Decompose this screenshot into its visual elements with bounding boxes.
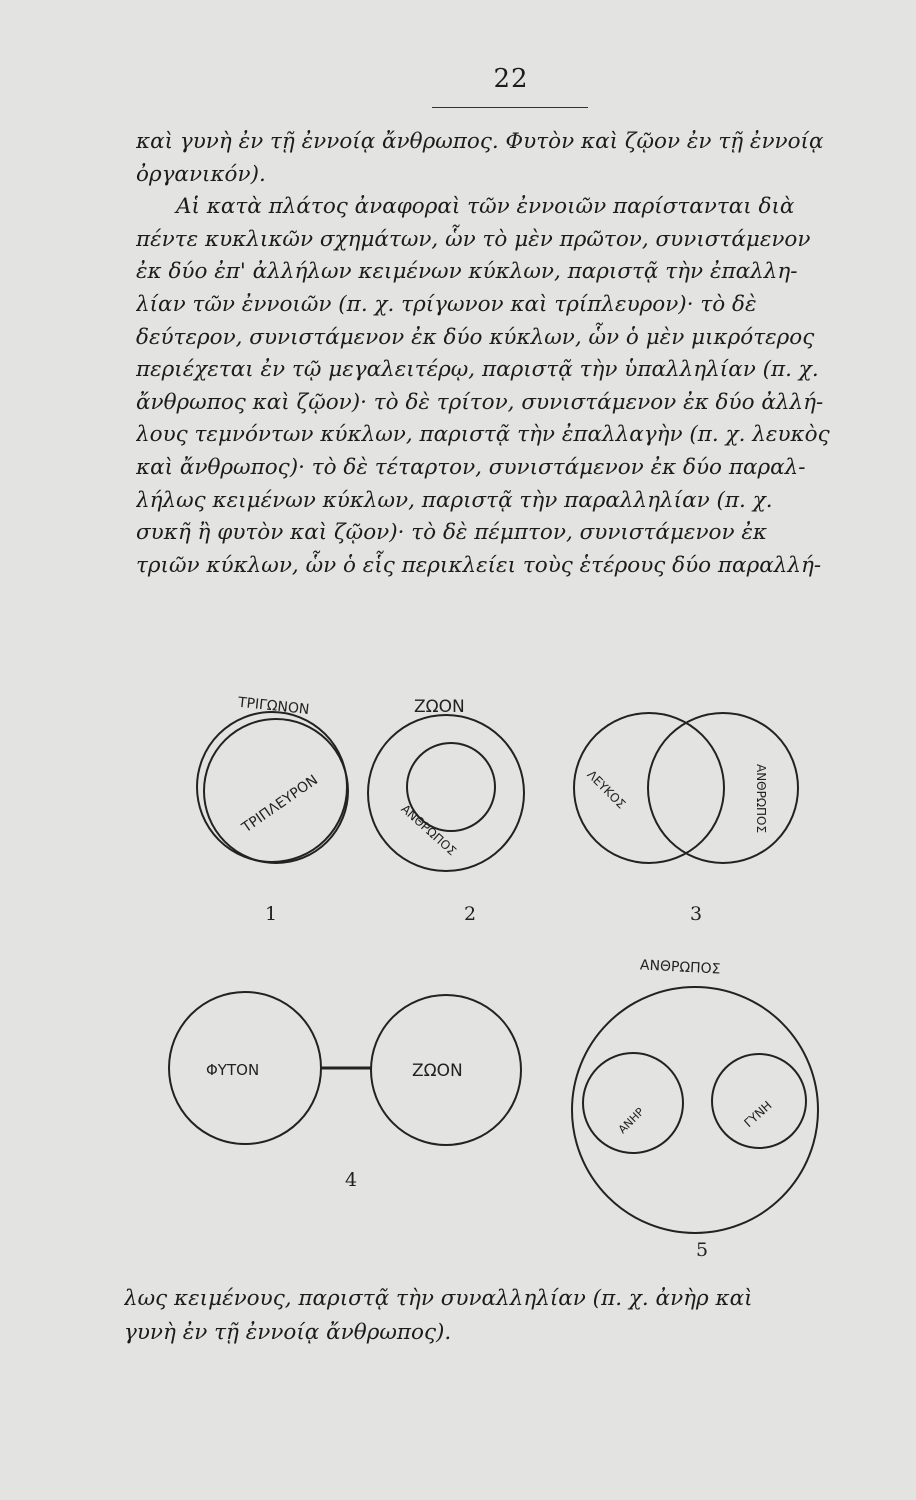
text-line: ἐκ δύο ἐπ' ἀλλήλων κειμένων κύκλων, παριστᾷ τὴν ἐπαλλη-	[136, 259, 798, 285]
text-line: περιέχεται ἐν τῷ μεγαλειτέρῳ, παριστᾷ τὴν ὑπαλληλίαν (π. χ.	[136, 357, 819, 383]
circle-diagrams	[0, 680, 916, 1280]
text-line: λήλως κειμένων κύκλων, παριστᾷ τὴν παραλληλίαν (π. χ.	[136, 487, 773, 513]
closing-paragraph	[124, 1282, 884, 1350]
main-paragraph	[136, 126, 876, 582]
fig5-right-circle	[712, 1054, 806, 1148]
fig2-inner-label: ΑΝΘΡΩΠΟΣ	[398, 801, 460, 859]
fig5-outer-circle	[572, 987, 818, 1233]
fig2-outer-label: ΖΩΟΝ	[414, 697, 465, 717]
text-line: ὀργανικόν).	[136, 161, 266, 187]
fig1-inner-circle	[204, 719, 348, 863]
fig3-number: 3	[690, 903, 703, 925]
fig5-outer-label: ΑΝΘΡΩΠΟΣ	[639, 957, 721, 978]
text-line: συκῆ ἢ φυτὸν καὶ ζῷον)· τὸ δὲ πέμπτον, συνιστάμενον ἐκ	[136, 520, 768, 546]
text-line: καὶ ἄνθρωπος)· τὸ δὲ τέταρτον, συνιστάμενον ἐκ δύο παραλ-	[136, 454, 806, 480]
fig3-right-label: ΑΝΘΡΩΠΟΣ	[754, 764, 768, 834]
page-number: 22	[493, 64, 529, 94]
text-line: λως κειμένους, παριστᾷ τὴν συναλληλίαν (π. χ. ἀνὴρ καὶ	[124, 1286, 753, 1311]
text-line: πέντε κυκλικῶν σχημάτων, ὧν τὸ μὲν πρῶτον, συνιστάμενον	[136, 226, 811, 252]
fig2-number: 2	[464, 903, 477, 925]
fig1-inner-label: ΤΡΙΠΛΕΥΡΟΝ	[239, 772, 321, 837]
header-rule	[432, 107, 588, 108]
text-line: λίαν τῶν ἐννοιῶν (π. χ. τρίγωνον καὶ τρίπλευρον)· τὸ δὲ	[136, 291, 757, 317]
fig1-number: 1	[265, 903, 278, 925]
text-line: ἄνθρωπος καὶ ζῷον)· τὸ δὲ τρίτον, συνιστάμενον ἐκ δύο ἀλλή-	[136, 389, 824, 415]
fig1-outer-circle	[197, 712, 347, 862]
fig1-outer-label: ΤΡΙΓΩΝΟΝ	[237, 694, 311, 719]
fig5-right-label: ΓΥΝΗ	[741, 1098, 775, 1131]
text-line: γυνὴ ἐν τῇ ἐννοίᾳ ἄνθρωπος).	[124, 1320, 452, 1345]
fig5-number: 5	[696, 1239, 709, 1261]
text-line: καὶ γυνὴ ἐν τῇ ἐννοίᾳ ἄνθρωπος. Φυτὸν καὶ ζῷον ἐν τῇ ἐννοίᾳ	[136, 129, 824, 154]
text-line: λους τεμνόντων κύκλων, παριστᾷ τὴν ἐπαλλαγὴν (π. χ. λευκὸς	[136, 422, 830, 448]
fig5-left-circle	[583, 1053, 683, 1153]
fig4-left-label: ΦΥΤΟΝ	[206, 1061, 260, 1079]
text-line: δεύτερον, συνιστάμενον ἐκ δύο κύκλων, ὧν ὁ μὲν μικρότερος	[136, 324, 815, 350]
fig3-left-label: ΛΕΥΚΟΣ	[584, 767, 629, 812]
fig4-number: 4	[345, 1169, 358, 1191]
fig5-left-label: ΑΝΗΡ	[615, 1105, 647, 1137]
text-line: τριῶν κύκλων, ὧν ὁ εἷς περικλείει τοὺς ἑτέρους δύο παραλλή-	[136, 552, 822, 578]
text-line: Αἱ κατὰ πλάτος ἀναφοραὶ τῶν ἐννοιῶν παρίστανται διὰ	[176, 194, 795, 220]
fig4-right-label: ΖΩΟΝ	[412, 1061, 463, 1081]
